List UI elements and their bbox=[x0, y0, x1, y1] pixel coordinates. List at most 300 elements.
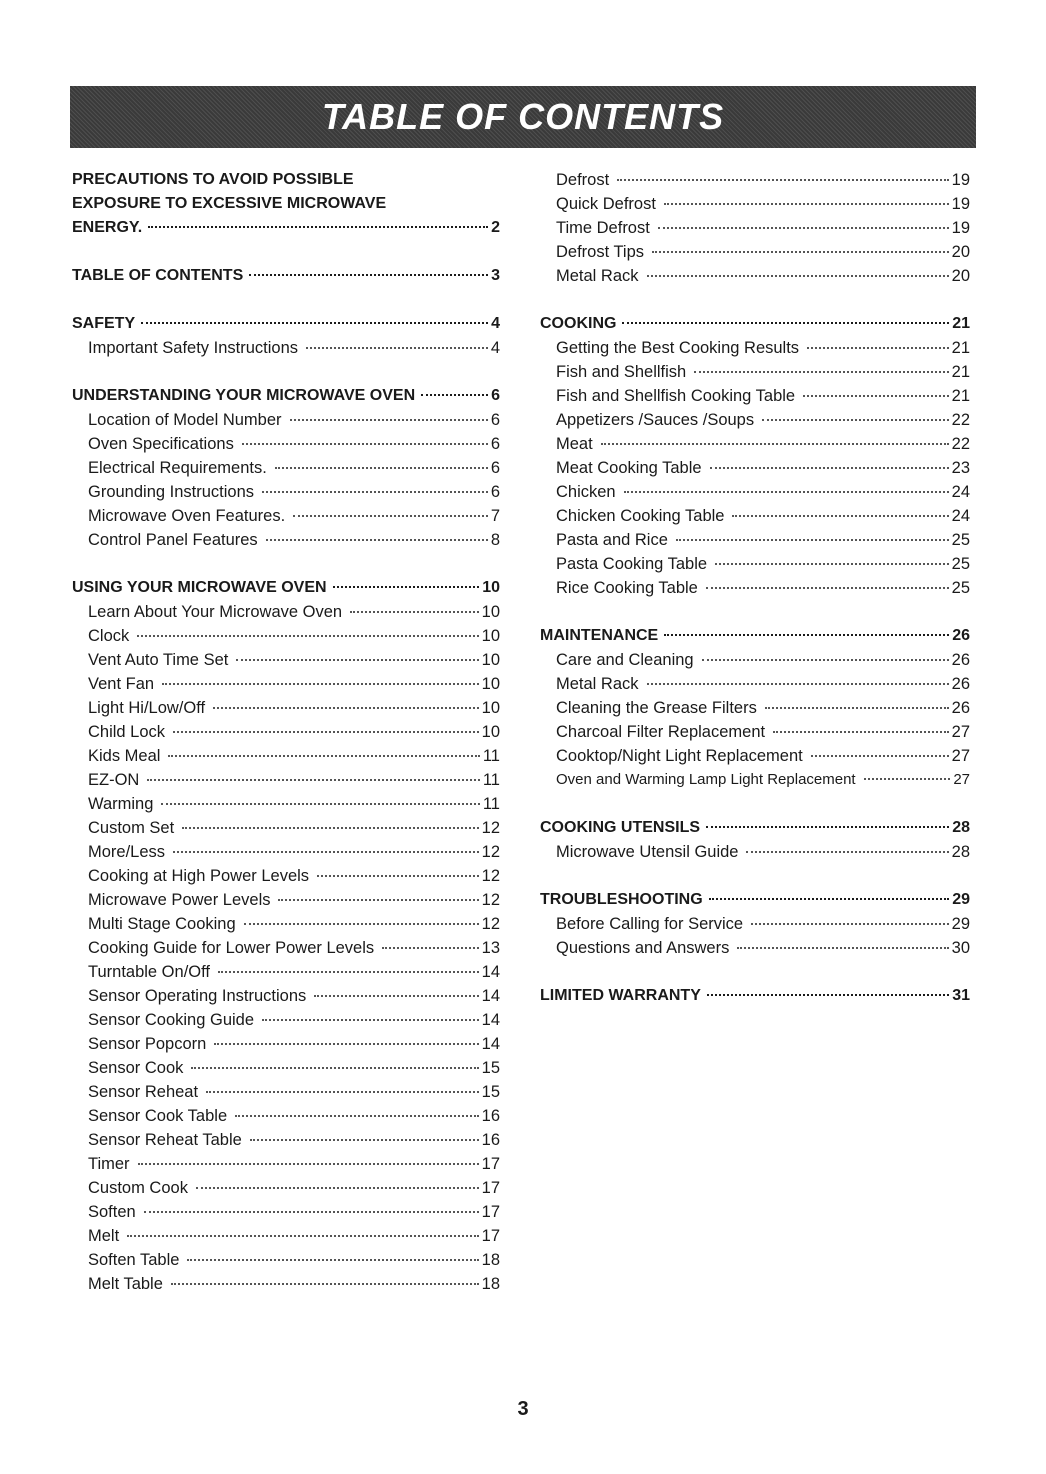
precautions-title-line-3: ENERGY. bbox=[72, 219, 143, 236]
dot-leader bbox=[732, 515, 948, 517]
page-ref: 29 bbox=[951, 915, 970, 933]
maintenance-section bbox=[540, 624, 970, 792]
dot-leader bbox=[182, 827, 478, 829]
toc-item[interactable] bbox=[540, 768, 970, 792]
page-ref: 21 bbox=[951, 363, 970, 381]
item-label: Electrical Requirements. bbox=[88, 459, 267, 477]
dot-leader bbox=[702, 659, 949, 661]
title-banner bbox=[70, 86, 976, 148]
toc-left-column bbox=[72, 168, 500, 1320]
toc-item[interactable] bbox=[540, 912, 970, 936]
toc-item[interactable] bbox=[72, 1056, 500, 1080]
toc-item[interactable] bbox=[72, 528, 500, 552]
dot-leader bbox=[652, 251, 949, 253]
toc-item[interactable] bbox=[72, 1032, 500, 1056]
page-ref: 27 bbox=[953, 771, 970, 788]
item-label: Oven Specifications bbox=[88, 435, 234, 453]
item-label: Pasta and Rice bbox=[556, 531, 668, 549]
dot-leader bbox=[148, 226, 488, 228]
toc-item[interactable] bbox=[72, 1176, 500, 1200]
dot-leader bbox=[144, 1211, 479, 1213]
item-label: Appetizers /Sauces /Soups bbox=[556, 411, 755, 429]
page-ref: 10 bbox=[481, 627, 500, 645]
page-ref: 28 bbox=[951, 843, 970, 861]
toc-item[interactable] bbox=[72, 600, 500, 624]
dot-leader bbox=[807, 347, 949, 349]
dot-leader bbox=[601, 443, 949, 445]
section-title: TROUBLESHOOTING bbox=[540, 891, 703, 908]
item-label: Sensor Cook Table bbox=[88, 1107, 228, 1125]
dot-leader bbox=[762, 419, 949, 421]
dot-leader bbox=[171, 1283, 479, 1285]
item-label: Sensor Reheat bbox=[88, 1083, 199, 1101]
dot-leader bbox=[350, 611, 479, 613]
dot-leader bbox=[236, 659, 478, 661]
section-title: SAFETY bbox=[72, 315, 136, 332]
defrost-section bbox=[540, 168, 970, 288]
dot-leader bbox=[266, 539, 488, 541]
dot-leader bbox=[864, 778, 951, 780]
dot-leader bbox=[141, 322, 488, 324]
item-label: More/Less bbox=[88, 843, 166, 861]
dot-leader bbox=[709, 898, 950, 900]
item-label: Cooking Guide for Lower Power Levels bbox=[88, 939, 375, 957]
dot-leader bbox=[173, 731, 479, 733]
item-label: Warming bbox=[88, 795, 154, 813]
dot-leader bbox=[658, 227, 949, 229]
toc-item[interactable] bbox=[72, 1080, 500, 1104]
section-title: TABLE OF CONTENTS bbox=[72, 267, 244, 284]
item-label: Pasta Cooking Table bbox=[556, 555, 708, 573]
page-ref: 6 bbox=[490, 435, 500, 453]
item-label: Location of Model Number bbox=[88, 411, 282, 429]
item-label: Clock bbox=[88, 627, 130, 645]
item-label: Turntable On/Off bbox=[88, 963, 210, 981]
page-ref: 15 bbox=[481, 1059, 500, 1077]
dot-leader bbox=[137, 635, 478, 637]
page-ref: 12 bbox=[481, 843, 500, 861]
item-label: Time Defrost bbox=[556, 219, 650, 237]
understanding-section bbox=[72, 384, 500, 552]
page-ref: 17 bbox=[481, 1227, 500, 1245]
page-ref: 11 bbox=[482, 747, 500, 765]
item-label: Vent Fan bbox=[88, 675, 155, 693]
page-ref: 14 bbox=[481, 963, 500, 981]
dot-leader bbox=[746, 851, 948, 853]
page-ref: 17 bbox=[481, 1179, 500, 1197]
item-label: Getting the Best Cooking Results bbox=[556, 339, 800, 357]
item-label: Important Safety Instructions bbox=[88, 339, 299, 357]
dot-leader bbox=[290, 419, 488, 421]
page-ref: 19 bbox=[951, 171, 970, 189]
toc-item[interactable] bbox=[540, 648, 970, 672]
page-ref: 4 bbox=[491, 315, 500, 332]
toc-item[interactable] bbox=[72, 792, 500, 816]
toc-item[interactable] bbox=[540, 456, 970, 480]
page-ref: 26 bbox=[952, 627, 970, 644]
page-ref: 10 bbox=[481, 651, 500, 669]
toc-item[interactable] bbox=[72, 432, 500, 456]
toc-item[interactable] bbox=[72, 1248, 500, 1272]
page-ref: 10 bbox=[481, 603, 500, 621]
item-label: Kids Meal bbox=[88, 747, 161, 765]
toc-item[interactable] bbox=[72, 744, 500, 768]
warranty-entry[interactable] bbox=[540, 984, 970, 1008]
page-ref: 25 bbox=[951, 531, 970, 549]
page-ref: 12 bbox=[481, 819, 500, 837]
toc-entry[interactable] bbox=[72, 264, 500, 288]
page-ref: 17 bbox=[481, 1203, 500, 1221]
item-label: Soften bbox=[88, 1203, 136, 1221]
page-ref: 11 bbox=[482, 771, 500, 789]
dot-leader bbox=[803, 395, 949, 397]
dot-leader bbox=[218, 971, 479, 973]
item-label: Sensor Cook bbox=[88, 1059, 184, 1077]
dot-leader bbox=[213, 707, 479, 709]
page-ref: 21 bbox=[951, 339, 970, 357]
item-label: Vent Auto Time Set bbox=[88, 651, 229, 669]
dot-leader bbox=[168, 755, 479, 757]
item-label: Microwave Utensil Guide bbox=[556, 843, 739, 861]
item-label: Light Hi/Low/Off bbox=[88, 699, 206, 717]
toc-item[interactable] bbox=[72, 1008, 500, 1032]
maintenance-entry[interactable] bbox=[540, 624, 970, 648]
dot-leader bbox=[617, 179, 948, 181]
dot-leader bbox=[706, 826, 949, 828]
toc-section bbox=[72, 264, 500, 288]
item-label: Metal Rack bbox=[556, 267, 639, 285]
dot-leader bbox=[710, 467, 949, 469]
toc-item[interactable] bbox=[540, 744, 970, 768]
page-ref: 20 bbox=[951, 243, 970, 261]
toc-item[interactable] bbox=[72, 1152, 500, 1176]
toc-item[interactable] bbox=[540, 240, 970, 264]
toc-item[interactable] bbox=[540, 672, 970, 696]
utensils-entry[interactable] bbox=[540, 816, 970, 840]
item-label: Multi Stage Cooking bbox=[88, 915, 236, 933]
toc-item[interactable] bbox=[72, 840, 500, 864]
item-label: Chicken bbox=[556, 483, 616, 501]
toc-item[interactable] bbox=[72, 936, 500, 960]
page-ref: 6 bbox=[490, 483, 500, 501]
item-label: Child Lock bbox=[88, 723, 166, 741]
section-title: COOKING bbox=[540, 315, 617, 332]
dot-leader bbox=[664, 634, 949, 636]
page-number: 3 bbox=[517, 1398, 529, 1420]
page-ref: 22 bbox=[951, 435, 970, 453]
page-ref: 6 bbox=[490, 459, 500, 477]
dot-leader bbox=[191, 1067, 478, 1069]
toc-item[interactable] bbox=[72, 1104, 500, 1128]
dot-leader bbox=[773, 731, 949, 733]
page-ref: 25 bbox=[951, 555, 970, 573]
item-label: Fish and Shellfish Cooking Table bbox=[556, 387, 796, 405]
page-ref: 6 bbox=[490, 411, 500, 429]
safety-section bbox=[72, 312, 500, 360]
using-entry[interactable] bbox=[72, 576, 500, 600]
toc-item[interactable] bbox=[72, 1128, 500, 1152]
dot-leader bbox=[173, 851, 479, 853]
dot-leader bbox=[262, 1019, 479, 1021]
page-ref: 17 bbox=[481, 1155, 500, 1173]
troubleshooting-section bbox=[540, 888, 970, 960]
page-ref: 21 bbox=[952, 315, 970, 332]
dot-leader bbox=[624, 491, 949, 493]
section-title: COOKING UTENSILS bbox=[540, 819, 701, 836]
toc-item[interactable] bbox=[540, 168, 970, 192]
item-label: Cooking at High Power Levels bbox=[88, 867, 310, 885]
item-label: Defrost Tips bbox=[556, 243, 645, 261]
item-label: Custom Set bbox=[88, 819, 175, 837]
item-label: Microwave Oven Features. bbox=[88, 507, 286, 525]
page-ref: 14 bbox=[481, 1035, 500, 1053]
item-label: Learn About Your Microwave Oven bbox=[88, 603, 343, 621]
item-label: Sensor Reheat Table bbox=[88, 1131, 242, 1149]
dot-leader bbox=[676, 539, 949, 541]
toc-item[interactable] bbox=[72, 1272, 500, 1296]
toc-item[interactable] bbox=[540, 528, 970, 552]
page-ref: 27 bbox=[951, 723, 970, 741]
dot-leader bbox=[314, 995, 478, 997]
toc-item[interactable] bbox=[540, 408, 970, 432]
page-ref: 25 bbox=[951, 579, 970, 597]
toc-item[interactable] bbox=[72, 456, 500, 480]
toc-item[interactable] bbox=[72, 864, 500, 888]
toc-item[interactable] bbox=[72, 696, 500, 720]
dot-leader bbox=[242, 443, 488, 445]
dot-leader bbox=[707, 994, 949, 996]
dot-leader bbox=[647, 683, 949, 685]
toc-item[interactable] bbox=[540, 360, 970, 384]
warranty-section bbox=[540, 984, 970, 1008]
item-label: Before Calling for Service bbox=[556, 915, 744, 933]
page-ref: 14 bbox=[481, 987, 500, 1005]
page-ref: 4 bbox=[490, 339, 500, 357]
toc-item[interactable] bbox=[540, 552, 970, 576]
dot-leader bbox=[715, 563, 949, 565]
page-ref: 18 bbox=[481, 1275, 500, 1293]
toc-item[interactable] bbox=[72, 1224, 500, 1248]
item-label: Sensor Cooking Guide bbox=[88, 1011, 255, 1029]
toc-item[interactable] bbox=[72, 504, 500, 528]
dot-leader bbox=[811, 755, 949, 757]
page-ref: 10 bbox=[481, 723, 500, 741]
item-label: Soften Table bbox=[88, 1251, 180, 1269]
toc-item[interactable] bbox=[72, 912, 500, 936]
page-ref: 16 bbox=[481, 1131, 500, 1149]
toc-item[interactable] bbox=[540, 696, 970, 720]
dot-leader bbox=[421, 394, 488, 396]
dot-leader bbox=[647, 275, 949, 277]
item-label: Sensor Popcorn bbox=[88, 1035, 207, 1053]
page-ref: 15 bbox=[481, 1083, 500, 1101]
dot-leader bbox=[161, 803, 479, 805]
item-label: Meat Cooking Table bbox=[556, 459, 702, 477]
dot-leader bbox=[317, 875, 479, 877]
section-title: LIMITED WARRANTY bbox=[540, 987, 701, 1004]
toc-item[interactable] bbox=[540, 936, 970, 960]
toc-item[interactable] bbox=[540, 480, 970, 504]
page-ref: 8 bbox=[490, 531, 500, 549]
dot-leader bbox=[765, 707, 949, 709]
item-label: Oven and Warming Lamp Light Replacement bbox=[556, 771, 856, 788]
dot-leader bbox=[737, 947, 948, 949]
item-label: Grounding Instructions bbox=[88, 483, 255, 501]
page-ref: 12 bbox=[481, 915, 500, 933]
item-label: Rice Cooking Table bbox=[556, 579, 698, 597]
dot-leader bbox=[235, 1115, 479, 1117]
item-label: Questions and Answers bbox=[556, 939, 730, 957]
dot-leader bbox=[382, 947, 478, 949]
item-label: Timer bbox=[88, 1155, 130, 1173]
item-label: Melt Table bbox=[88, 1275, 163, 1293]
page-ref: 21 bbox=[951, 387, 970, 405]
item-label: Care and Cleaning bbox=[556, 651, 694, 669]
dot-leader bbox=[187, 1259, 478, 1261]
item-label: EZ-ON bbox=[88, 771, 140, 789]
item-label: Melt bbox=[88, 1227, 120, 1245]
page-ref: 26 bbox=[951, 675, 970, 693]
toc-item[interactable] bbox=[72, 720, 500, 744]
item-label: Chicken Cooking Table bbox=[556, 507, 725, 525]
page-ref: 20 bbox=[951, 267, 970, 285]
item-label: Fish and Shellfish bbox=[556, 363, 687, 381]
item-label: Cleaning the Grease Filters bbox=[556, 699, 757, 717]
page-ref: 27 bbox=[951, 747, 970, 765]
page-ref: 31 bbox=[952, 987, 970, 1004]
page-ref: 12 bbox=[481, 867, 500, 885]
page-ref: 26 bbox=[951, 699, 970, 717]
page-ref: 19 bbox=[951, 219, 970, 237]
page-ref: 22 bbox=[951, 411, 970, 429]
toc-item[interactable] bbox=[540, 576, 970, 600]
page-ref: 12 bbox=[481, 891, 500, 909]
toc-item[interactable] bbox=[540, 216, 970, 240]
toc-item[interactable] bbox=[540, 432, 970, 456]
dot-leader bbox=[622, 322, 949, 324]
precautions-title-line-2[interactable]: EXPOSURE TO EXCESSIVE MICROWAVE bbox=[72, 195, 387, 212]
precautions-title-line-1[interactable]: PRECAUTIONS TO AVOID POSSIBLE bbox=[72, 171, 354, 188]
page-ref: 13 bbox=[481, 939, 500, 957]
item-label: Custom Cook bbox=[88, 1179, 188, 1197]
item-label: Sensor Operating Instructions bbox=[88, 987, 307, 1005]
toc-item[interactable] bbox=[72, 624, 500, 648]
section-title: MAINTENANCE bbox=[540, 627, 659, 644]
page-ref: 14 bbox=[481, 1011, 500, 1029]
toc-item[interactable] bbox=[72, 648, 500, 672]
utensils-section bbox=[540, 816, 970, 864]
page-ref: 19 bbox=[951, 195, 970, 213]
dot-leader bbox=[275, 467, 488, 469]
dot-leader bbox=[293, 515, 488, 517]
toc-item[interactable] bbox=[540, 336, 970, 360]
page-ref: 28 bbox=[952, 819, 970, 836]
toc-item[interactable] bbox=[72, 672, 500, 696]
dot-leader bbox=[262, 491, 488, 493]
toc-item[interactable] bbox=[72, 480, 500, 504]
item-label: Metal Rack bbox=[556, 675, 639, 693]
item-label: Quick Defrost bbox=[556, 195, 656, 213]
item-label: Control Panel Features bbox=[88, 531, 258, 549]
toc-item[interactable] bbox=[540, 384, 970, 408]
dot-leader bbox=[138, 1163, 479, 1165]
section-title: UNDERSTANDING YOUR MICROWAVE OVEN bbox=[72, 387, 416, 404]
page-ref: 10 bbox=[481, 699, 500, 717]
page-ref: 18 bbox=[481, 1251, 500, 1269]
precautions-entry[interactable] bbox=[72, 216, 500, 240]
dot-leader bbox=[751, 923, 949, 925]
toc-item[interactable] bbox=[72, 408, 500, 432]
toc-item[interactable] bbox=[72, 768, 500, 792]
toc-item[interactable] bbox=[540, 264, 970, 288]
dot-leader bbox=[250, 1139, 479, 1141]
page-ref: 30 bbox=[951, 939, 970, 957]
dot-leader bbox=[333, 586, 480, 588]
toc-item[interactable] bbox=[72, 816, 500, 840]
dot-leader bbox=[162, 683, 479, 685]
page-ref: 6 bbox=[491, 387, 500, 404]
page-ref: 11 bbox=[482, 795, 500, 813]
toc-item[interactable] bbox=[540, 840, 970, 864]
cooking-section bbox=[540, 312, 970, 600]
page-ref: 10 bbox=[481, 675, 500, 693]
page-ref: 7 bbox=[490, 507, 500, 525]
toc-item[interactable] bbox=[72, 984, 500, 1008]
safety-entry[interactable] bbox=[72, 312, 500, 336]
page-title: TABLE OF CONTENTS bbox=[321, 96, 725, 137]
page-ref: 10 bbox=[482, 579, 500, 596]
using-section bbox=[72, 576, 500, 1296]
dot-leader bbox=[147, 779, 480, 781]
toc-item[interactable] bbox=[540, 720, 970, 744]
toc-item[interactable] bbox=[72, 960, 500, 984]
section-title: USING YOUR MICROWAVE OVEN bbox=[72, 579, 327, 596]
page-ref: 16 bbox=[481, 1107, 500, 1125]
toc-right-column bbox=[540, 168, 970, 1032]
cooking-entry[interactable] bbox=[540, 312, 970, 336]
dot-leader bbox=[196, 1187, 479, 1189]
item-label: Cooktop/Night Light Replacement bbox=[556, 747, 803, 765]
item-label: Meat bbox=[556, 435, 593, 453]
troubleshooting-entry[interactable] bbox=[540, 888, 970, 912]
dot-leader bbox=[214, 1043, 478, 1045]
item-label: Charcoal Filter Replacement bbox=[556, 723, 766, 741]
page-ref: 24 bbox=[951, 483, 970, 501]
dot-leader bbox=[206, 1091, 479, 1093]
dot-leader bbox=[249, 274, 488, 276]
toc-item[interactable] bbox=[72, 1200, 500, 1224]
dot-leader bbox=[706, 587, 949, 589]
toc-item[interactable] bbox=[540, 504, 970, 528]
toc-item[interactable] bbox=[540, 192, 970, 216]
item-label: Defrost bbox=[556, 171, 610, 189]
page-ref: 23 bbox=[951, 459, 970, 477]
toc-item[interactable] bbox=[72, 888, 500, 912]
page-ref: 3 bbox=[491, 267, 500, 284]
page-ref: 24 bbox=[951, 507, 970, 525]
item-label: Microwave Power Levels bbox=[88, 891, 271, 909]
page-ref: 29 bbox=[952, 891, 970, 908]
page-ref: 2 bbox=[491, 219, 500, 236]
dot-leader bbox=[694, 371, 948, 373]
dot-leader bbox=[306, 347, 488, 349]
toc-item[interactable] bbox=[72, 336, 500, 360]
precautions-section bbox=[72, 168, 500, 240]
dot-leader bbox=[278, 899, 478, 901]
page-ref: 26 bbox=[951, 651, 970, 669]
understanding-entry[interactable] bbox=[72, 384, 500, 408]
dot-leader bbox=[127, 1235, 478, 1237]
